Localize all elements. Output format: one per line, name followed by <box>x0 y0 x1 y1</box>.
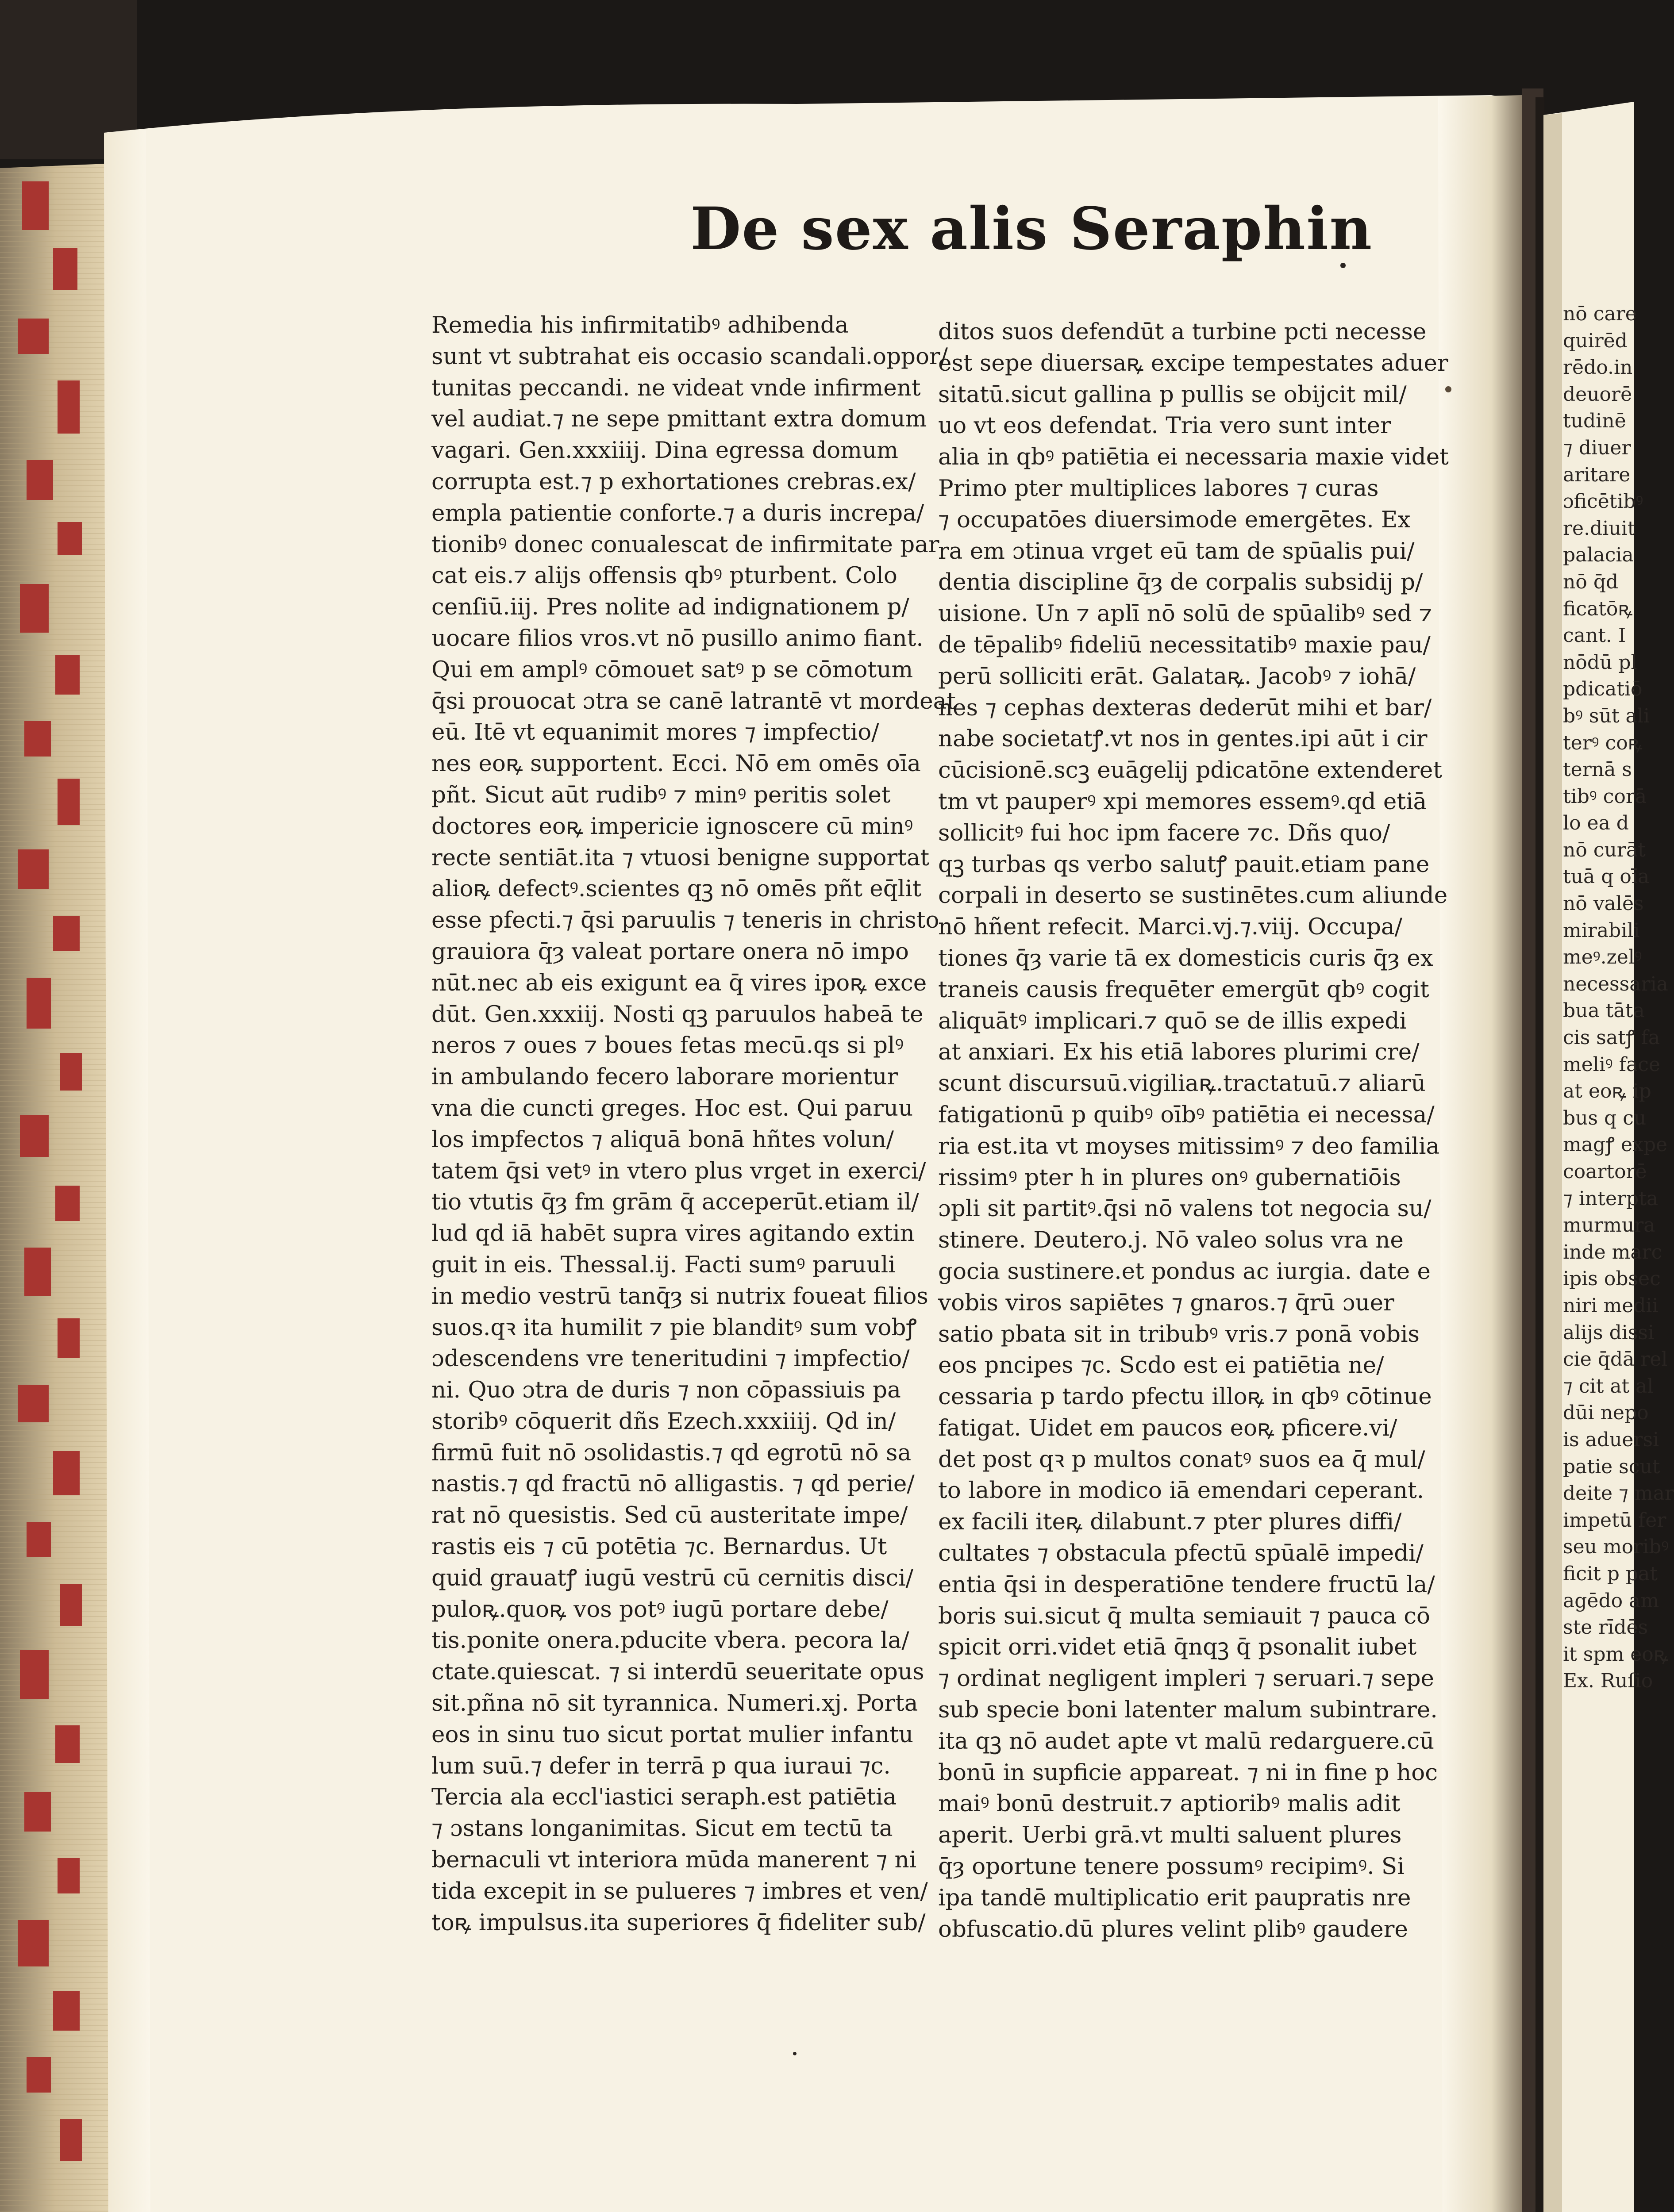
next-page-text-fragment: lo ea d <box>1563 812 1629 835</box>
text-line: to labore in modico iā emendari ceperant. <box>938 1477 1424 1504</box>
text-line: Remedia his infirmitatibꝰ adhibenda <box>431 312 849 338</box>
next-page-text-fragment: ternā s <box>1563 758 1632 781</box>
text-line: corpali in deserto se sustinētes.cum aliunde <box>938 882 1448 909</box>
text-line: tionibꝰ donec conualescat de infirmitate par <box>431 531 939 558</box>
text-line: dentia discipline q̄ȝ de corpalis subsidij p/ <box>938 569 1423 596</box>
text-line: vobis viros sapiētes ⁊ gnaros.⁊ q̄rū ɔuer <box>938 1289 1394 1316</box>
next-page-text-fragment: nō care <box>1563 303 1637 325</box>
text-line: aperit. Uerbi grā.vt multi saluent plures <box>938 1822 1402 1849</box>
text-line: recte sentiāt.ita ⁊ vtuosi benigne supportat <box>431 844 930 871</box>
next-page-text-fragment: palacia <box>1563 544 1634 567</box>
text-line: cultates ⁊ obstacula pfectū spūalē impedi/ <box>938 1540 1424 1567</box>
text-line: puloꝶ.quoꝶ vos potꝰ iugū portare debe/ <box>431 1596 889 1623</box>
text-line: tio vtutis q̄ȝ fm grām q̄ acceperūt.etiam il/ <box>431 1189 919 1216</box>
text-line: det post qꝛ p multos conatꝰ suos ea q̄ mul/ <box>938 1446 1425 1473</box>
text-line: ⁊ occupatōes diuersimode emergētes. Ex <box>938 506 1411 533</box>
next-page-text-fragment: ficit p pat <box>1563 1562 1658 1585</box>
text-line: ni. Quo ɔtra de duris ⁊ non cōpassiuis pa <box>431 1377 901 1404</box>
text-line: at anxiari. Ex his etiā labores plurimi cre/ <box>938 1039 1420 1066</box>
text-line: sitatū.sicut gallina p pullis se obijcit mil/ <box>938 381 1407 408</box>
text-line: uo vt eos defendat. Tria vero sunt inter <box>938 412 1391 439</box>
text-line: nūt.nec ab eis exigunt ea q̄ vires ipoꝶ exce <box>431 969 927 996</box>
text-line: storibꝰ cōquerit dñs Ezech.xxxiiij. Qd in/ <box>431 1408 896 1435</box>
left-text-column <box>431 310 956 1938</box>
next-page-text-fragment: pdicatiō <box>1563 678 1643 701</box>
next-page-text-fragment: nōdū pl <box>1563 651 1637 674</box>
next-page-text-fragment: Ex. Ruſio <box>1563 1670 1653 1693</box>
right-text-column <box>938 316 1449 1945</box>
next-page-text-fragment: deuorē <box>1563 383 1632 406</box>
text-line: los impfectos ⁊ aliquā bonā hñtes volun/ <box>431 1126 894 1153</box>
next-page-text-fragment: cant. I <box>1563 624 1626 647</box>
next-page-text-fragment: impetū fer <box>1563 1509 1666 1532</box>
text-line: est sepe diuersaꝶ excipe tempestates aduer <box>938 349 1448 376</box>
next-page-text-fragment: seu moribꝰ <box>1563 1536 1669 1559</box>
text-line: tis.ponite onera.pducite vbera. pecora la/ <box>431 1627 909 1654</box>
next-page-text-fragment: murmura <box>1563 1214 1655 1237</box>
next-page-text-fragment: is aduersi <box>1563 1428 1659 1451</box>
text-line: gocia sustinere.et pondus ac iurgia. date e <box>938 1258 1431 1285</box>
next-page-text-fragment: niri medii <box>1563 1294 1659 1317</box>
next-page-text-fragment: bus q cu <box>1563 1106 1647 1129</box>
next-page-text-fragment: cie q̄dā rel <box>1563 1348 1668 1371</box>
text-line: Qui em amplꝰ cōmouet satꝰ p se cōmotum <box>431 656 913 683</box>
text-line: nes eoꝶ supportent. Ecci. Nō em omēs oīa <box>431 750 921 777</box>
text-line: firmū fuit nō ɔsolidastis.⁊ qd egrotū nō sa <box>431 1439 912 1466</box>
text-line: fatigat. Uidet em paucos eoꝶ pficere.vi/ <box>938 1414 1397 1441</box>
text-line: grauiora q̄ȝ valeat portare onera nō impo <box>431 938 909 965</box>
text-line: dūt. Gen.xxxiij. Nosti qꝫ paruulos habeā te <box>431 1001 924 1028</box>
next-page-text-fragment: aritare <box>1563 463 1631 486</box>
text-line: cessaria p tardo pfectu illoꝶ in qbꝰ cōtinue <box>938 1383 1432 1410</box>
text-line: eū. Itē vt equanimit mores ⁊ impfectio/ <box>431 719 879 746</box>
text-line: spicit orri.videt etiā q̄nqꝫ q̄ psonalit iubet <box>938 1634 1417 1661</box>
text-line: uocare filios vros.vt nō pusillo animo fiant. <box>431 625 924 652</box>
text-line: obfuscatio.dū plures velint plibꝰ gaudere <box>938 1916 1408 1943</box>
text-line: fatigationū p quibꝰ oībꝰ patiētia ei necessa/ <box>938 1101 1435 1128</box>
text-line: nastis.⁊ qd fractū nō alligastis. ⁊ qd perie/ <box>431 1471 915 1498</box>
next-page-text-fragment: terꝰ coꝶ <box>1563 731 1643 754</box>
text-line: empla patientie conforte.⁊ a duris increpa/ <box>431 499 924 526</box>
text-line: alia in qbꝰ patiētia ei necessaria maxie videt <box>938 444 1449 471</box>
text-line: aliquātꝰ implicari.⁊ quō se de illis expedi <box>938 1007 1407 1034</box>
text-line: neros ⁊ oues ⁊ boues fetas mecū.qs si plꝰ <box>431 1032 904 1059</box>
text-line: vna die cuncti greges. Hoc est. Qui paruu <box>431 1094 913 1121</box>
next-page-text-fragment: necessaria <box>1563 972 1668 995</box>
text-line: ex facili iteꝶ dilabunt.⁊ pter plures diffi/ <box>938 1509 1402 1536</box>
next-page-text-fragment: rēdo.in <box>1563 356 1633 379</box>
text-line: nes ⁊ cephas dexteras dederūt mihi et bar/ <box>938 694 1432 721</box>
next-page-text-fragment: bꝰ sūt ali <box>1563 704 1650 727</box>
next-page-text-fragment: inde marc <box>1563 1240 1662 1263</box>
next-page-text-fragment: tibꝰ corā <box>1563 785 1647 808</box>
text-line: guit in eis. Thessal.ij. Facti sumꝰ paruuli <box>431 1251 896 1278</box>
next-page-column-fragment <box>1563 301 1674 1695</box>
next-page-text-fragment: patie scut <box>1563 1455 1660 1478</box>
text-line: sunt vt subtrahat eis occasio scandali.oppor/ <box>431 343 948 370</box>
text-line: Tercia ala eccl'iastici seraph.est patiētia <box>431 1784 897 1811</box>
next-page-text-fragment: nō curāt <box>1563 838 1646 861</box>
text-line: vel audiat.⁊ ne sepe pmittant extra domum <box>431 406 927 433</box>
text-line: tida excepit in se pulueres ⁊ imbres et ven/ <box>431 1878 928 1905</box>
next-page-text-fragment: ⁊ diuer <box>1563 436 1631 459</box>
text-line: doctores eoꝶ impericie ignoscere cū minꝰ <box>431 813 913 840</box>
next-page-text-fragment: magꝭ expe <box>1563 1133 1668 1156</box>
text-line: traneis causis frequēter emergūt qbꝰ cogit <box>938 976 1429 1003</box>
text-line: sit.pñna nō sit tyrannica. Numeri.xj. Porta <box>431 1690 918 1717</box>
text-line: ita qꝫ nō audet apte vt malū redarguere.cū <box>938 1728 1435 1755</box>
next-page-text-fragment: quirēd <box>1563 329 1628 352</box>
text-line: eos pncipes ⁊c. Scdo est ei patiētia ne/ <box>938 1352 1384 1379</box>
text-line: vagari. Gen.xxxiiij. Dina egressa domum <box>431 437 898 464</box>
next-page-text-fragment: agēdo am <box>1563 1589 1659 1612</box>
next-page-text-fragment: coartorē <box>1563 1160 1647 1183</box>
text-line: alioꝶ defectꝰ.scientes qꝫ nō omēs pñt eq̄lit <box>431 876 922 902</box>
next-page-text-fragment: mirabili <box>1563 919 1640 942</box>
text-line: corrupta est.⁊ p exhortationes crebras.ex/ <box>431 468 916 495</box>
text-line: bernaculi vt interiora mūda manerent ⁊ ni <box>431 1847 917 1874</box>
text-line: ɔpli sit partitꝰ.q̄si nō valens tot negocia su/ <box>938 1195 1432 1222</box>
text-line: suos.qꝛ ita humilit ⁊ pie blanditꝰ sum vobꝭ <box>431 1314 917 1341</box>
next-page-text-fragment: tudinē <box>1563 410 1626 433</box>
text-line: ⁊ ordinat negligent impleri ⁊ seruari.⁊ sepe <box>938 1665 1435 1692</box>
text-line: in medio vestrū tanq̄ȝ si nutrix foueat filios <box>431 1283 928 1310</box>
next-page-text-fragment: nō valēs <box>1563 892 1644 915</box>
text-line: cenſiū.iij. Pres nolite ad indignationem p/ <box>431 594 909 621</box>
next-page-text-fragment: at eoꝶ ip <box>1563 1080 1651 1103</box>
text-line: in ambulando fecero laborare morientur <box>431 1064 898 1091</box>
text-line: scunt discursuū.vigiliaꝶ.tractatuū.⁊ aliarū <box>938 1070 1426 1097</box>
text-line: bonū in supficie appareat. ⁊ ni in fine p hoc <box>938 1759 1438 1786</box>
text-line: nabe societatꝭ.vt nos in gentes.ipi aūt i cir <box>938 726 1428 753</box>
text-line: q̄ȝ oportune tenere possumꝰ recipimꝰ. Si <box>938 1853 1405 1880</box>
text-line: de tēpalibꝰ fideliū necessitatibꝰ maxie pau/ <box>938 631 1431 658</box>
text-line: tunitas peccandi. ne videat vnde infirment <box>431 374 921 401</box>
running-title: De sex alis Seraphin <box>690 195 1373 263</box>
text-line: cat eis.⁊ alijs offensis qbꝰ pturbent. Colo <box>431 562 897 589</box>
text-line: Primo pter multiplices labores ⁊ curas <box>938 475 1379 502</box>
text-line: cūcisionē.scꝫ euāgelij pdicatōne extenderet <box>938 757 1443 784</box>
text-line: ipa tandē multiplicatio erit paupratis nre <box>938 1884 1411 1911</box>
text-line: qꝫ turbas qs verbo salutꝭ pauit.etiam pane <box>938 851 1430 878</box>
next-page-text-fragment: ficatōꝶ <box>1563 597 1633 620</box>
next-page-text-fragment: ɔficētibꝰ <box>1563 490 1643 513</box>
text-line: maiꝰ bonū destruit.⁊ aptioribꝰ malis adit <box>938 1790 1401 1817</box>
next-page-text-fragment: meꝰ.zelꝰ <box>1563 946 1642 969</box>
next-page-text-fragment: dūi nepo <box>1563 1402 1649 1425</box>
next-page-text-fragment: ipis obsec <box>1563 1267 1661 1290</box>
text-line: ctate.quiescat. ⁊ si interdū seueritate opus <box>431 1659 924 1686</box>
text-line: rissimꝰ pter h in plures onꝰ gubernatiōis <box>938 1164 1401 1191</box>
text-line: eos in sinu tuo sicut portat mulier infantu <box>431 1721 914 1748</box>
text-line: rastis eis ⁊ cū potētia ⁊c. Bernardus. Ut <box>431 1533 887 1560</box>
text-line: lud qd iā habēt supra vires agitando extin <box>431 1220 915 1247</box>
next-page-text-fragment: ⁊ interpta <box>1563 1187 1659 1210</box>
text-line: stinere. Deutero.j. Nō valeo solus vra ne <box>938 1227 1404 1254</box>
next-page-text-fragment: meliꝰ face <box>1563 1053 1660 1076</box>
next-page-text-fragment: ⁊ cit at al <box>1563 1375 1654 1398</box>
text-line: lum suū.⁊ defer in terrā p qua iuraui ⁊c. <box>431 1752 891 1779</box>
text-line: pñt. Sicut aūt rudibꝰ ⁊ minꝰ peritis solet <box>431 781 891 808</box>
text-line: entia q̄si in desperatiōne tendere fructū la/ <box>938 1571 1435 1598</box>
next-page-text-fragment: cis satꝭ fa <box>1563 1026 1660 1049</box>
next-page-text-fragment: it spm eoꝶ <box>1563 1643 1668 1666</box>
text-line: boris sui.sicut q̄ multa semiauit ⁊ pauca cō <box>938 1602 1431 1629</box>
text-line: rat nō quesistis. Sed cū austeritate impe/ <box>431 1502 908 1529</box>
text-line: nō hñent refecit. Marci.vj.⁊.viij. Occupa/ <box>938 914 1402 941</box>
text-line: quid grauatꝭ iugū vestrū cū cernitis disci/ <box>431 1564 914 1591</box>
text-line: sollicitꝰ fui hoc ipm facere ⁊c. Dñs quo/ <box>938 819 1390 846</box>
text-line: ria est.ita vt moyses mitissimꝰ ⁊ deo familia <box>938 1133 1440 1160</box>
text-line: ⁊ ɔstans longanimitas. Sicut em tectū ta <box>431 1815 893 1842</box>
next-page-text-fragment: tuā q oīa <box>1563 865 1650 888</box>
text-line: ra em ɔtinua vrget eū tam de spūalis pui/ <box>938 538 1415 565</box>
next-page-text-fragment: deite ⁊ mar <box>1563 1482 1674 1505</box>
text-line: q̄si prouocat ɔtra se canē latrantē vt mordeat <box>431 687 956 714</box>
text-line: ditos suos defendūt a turbine pcti necesse <box>938 319 1427 345</box>
text-line: perū solliciti erāt. Galataꝶ. Jacobꝰ ⁊ iohā/ <box>938 663 1416 690</box>
text-line: tatem q̄si vetꝰ in vtero plus vrget in exerci/ <box>431 1157 926 1184</box>
next-page-text-fragment: bua tāta <box>1563 999 1645 1022</box>
text-line: esse pfecti.⁊ q̄si paruulis ⁊ teneris in christo <box>431 907 939 934</box>
text-line: toꝶ impulsus.ita superiores q̄ fideliter sub/ <box>431 1909 926 1936</box>
text-line: tm vt pauperꝰ xpi memores essemꝰ.qd etiā <box>938 788 1427 815</box>
text-line: sub specie boni latenter malum subintrare. <box>938 1697 1438 1724</box>
text-line: satio pbata sit in tribubꝰ vris.⁊ ponā vobis <box>938 1321 1420 1348</box>
next-page-text-fragment: re.diuit <box>1563 517 1636 540</box>
text-line: tiones q̄ȝ varie tā ex domesticis curis q̄ȝ ex <box>938 945 1433 972</box>
text-line: ɔdescendens vre teneritudini ⁊ impfectio/ <box>431 1345 910 1372</box>
next-page-text-fragment: alijs dissi <box>1563 1321 1655 1344</box>
next-page-text-fragment: nō q̄d <box>1563 570 1619 593</box>
text-line: uisione. Un ⁊ aplī nō solū de spūalibꝰ sed ⁊ <box>938 600 1432 627</box>
next-page-text-fragment: ste rīdēs <box>1563 1616 1648 1639</box>
